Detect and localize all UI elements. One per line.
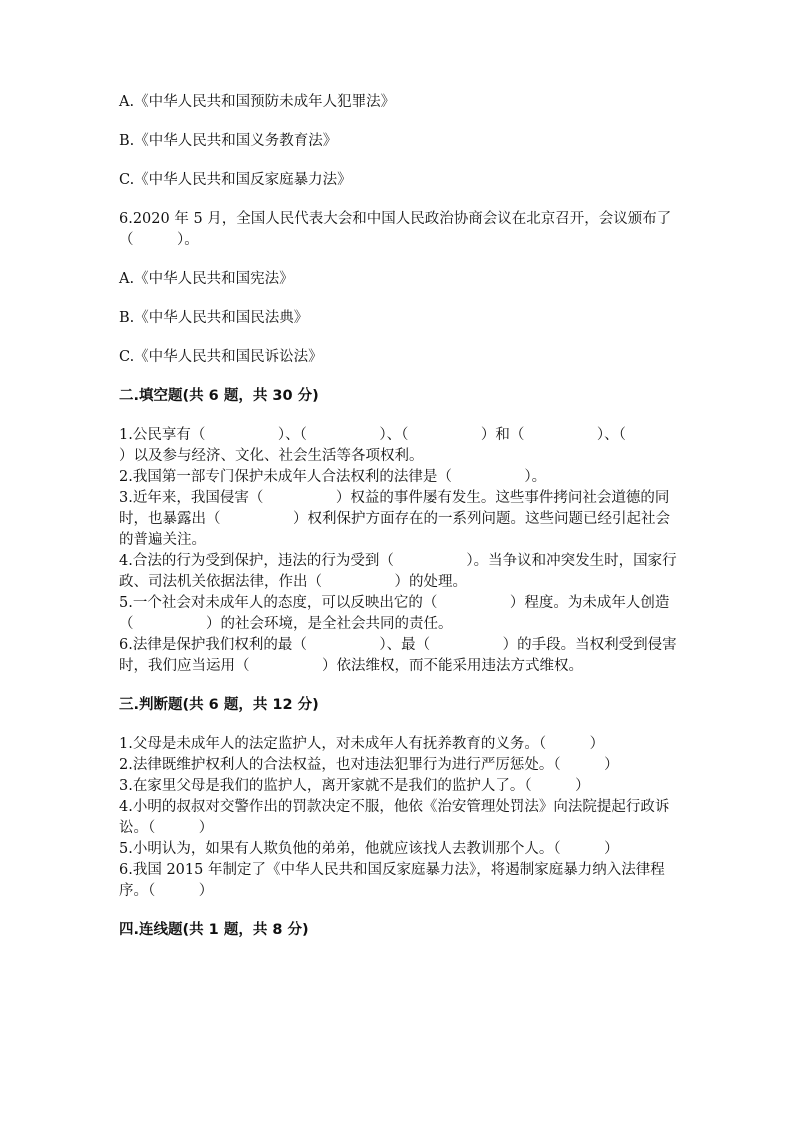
section-title-true-false: 三.判断题(共 6 题，共 12 分)	[119, 697, 319, 713]
list-item: 5.一个社会对未成年人的态度，可以反映出它的（ ）程度。为未成年人创造（ ）的社会环境，是全社会共同的责任。	[119, 595, 670, 632]
list-item: 5.小明认为，如果有人欺负他的弟弟，他就应该找人去教训那个人。（ ）	[119, 841, 619, 857]
option-b: B.《中华人民共和国义务教育法》	[119, 133, 338, 149]
option-a: A.《中华人民共和国预防未成年人犯罪法》	[119, 94, 396, 110]
list-item: 4.合法的行为受到保护，违法的行为受到（ ）。当争议和冲突发生时，国家行政、司法机关依据法律，作出（ ）的处理。	[119, 553, 677, 590]
option-a: A.《中华人民共和国宪法》	[119, 271, 294, 287]
list-item: 2.我国第一部专门保护未成年人合法权利的法律是（ ）。	[119, 469, 547, 485]
list-item: 3.在家里父母是我们的监护人，离开家就不是我们的监护人了。（ ）	[119, 778, 590, 794]
list-item: 4.小明的叔叔对交警作出的罚款决定不服，他依《治安管理处罚法》向法院提起行政诉讼。（ ）	[119, 799, 670, 836]
list-item: 6.我国 2015 年制定了《中华人民共和国反家庭暴力法》，将遏制家庭暴力纳入法律程序。（ ）	[119, 862, 665, 899]
list-item: 1.公民享有（ ）、（ ）、（ ）和（ ）、（ ）以及参与经济、文化、社会生活等各项权利。	[119, 427, 699, 464]
exam-page	[119, 92, 699, 959]
section-title-fill-blank: 二.填空题(共 6 题，共 30 分)	[119, 388, 319, 404]
question-6	[119, 209, 679, 251]
option-b: B.《中华人民共和国民法典》	[119, 310, 309, 326]
question-stem: 6.2020 年 5 月，全国人民代表大会和中国人民政治协商会议在北京召开，会议颁布了（ ）。	[119, 211, 672, 248]
option-c: C.《中华人民共和国民诉讼法》	[119, 349, 323, 365]
option-c: C.《中华人民共和国反家庭暴力法》	[119, 172, 352, 188]
list-item: 2.法律既维护权利人的合法权益，也对违法犯罪行为进行严厉惩处。（ ）	[119, 757, 619, 773]
section-title-matching: 四.连线题(共 1 题，共 8 分)	[119, 922, 309, 938]
list-item: 6.法律是保护我们权利的最（ ）、最（ ）的手段。当权利受到侵害时，我们应当运用（ ）依法维权，而不能采用违法方式维权。	[119, 637, 677, 674]
list-item: 1.父母是未成年人的法定监护人，对未成年人有抚养教育的义务。（ ）	[119, 736, 605, 752]
true-false-list	[119, 734, 679, 902]
list-item: 3.近年来，我国侵害（ ）权益的事件屡有发生。这些事件拷问社会道德的同时，也暴露出（ ）权利保护方面存在的一系列问题。这些问题已经引起社会的普遍关注。	[119, 490, 670, 548]
fill-blank-list	[119, 425, 699, 677]
